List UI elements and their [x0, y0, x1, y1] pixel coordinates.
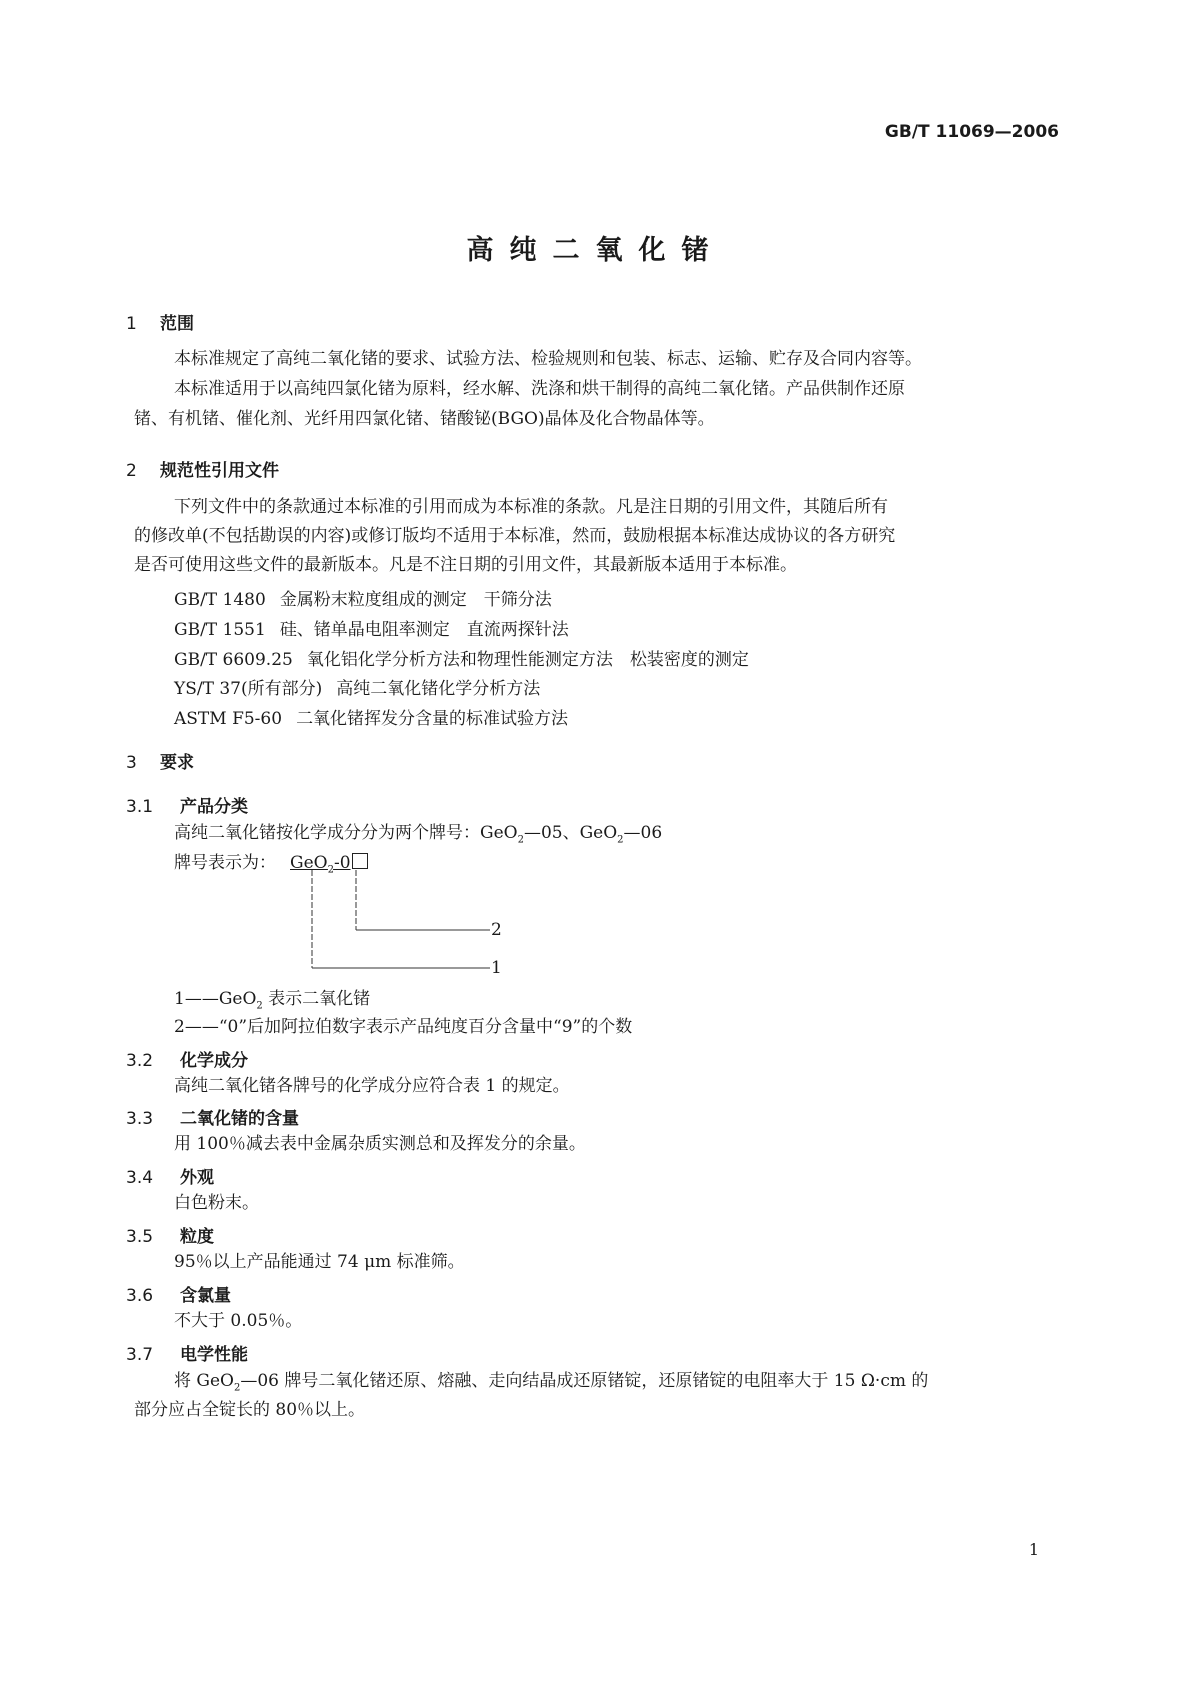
section-2-heading: [126, 456, 279, 481]
reference-code: GB/T 1480: [174, 590, 266, 610]
text-run: GeO: [290, 853, 328, 873]
subscript: 2: [617, 834, 624, 846]
grade-scheme-label: 牌号表示为：: [174, 853, 276, 873]
paragraph-continuation: 锗、有机锗、催化剂、光纤用四氯化锗、锗酸铋(BGO)晶体及化合物晶体等。: [134, 409, 715, 429]
paragraph: 95％以上产品能通过 74 μm 标准筛。: [174, 1252, 465, 1272]
document-title: 高纯二氧化锗: [466, 235, 725, 266]
section-title: 粒度: [180, 1227, 214, 1247]
subscript: 2: [233, 1382, 241, 1394]
section-title: 化学成分: [180, 1051, 248, 1071]
subscript: 2: [517, 834, 524, 846]
text-run: 表示二氧化锗: [262, 989, 371, 1009]
section-title: 外观: [180, 1168, 214, 1188]
text-run: 高纯二氧化锗按化学成分分为两个牌号：GeO: [174, 823, 518, 843]
section-number: 3.7: [126, 1345, 154, 1365]
paragraph: 下列文件中的条款通过本标准的引用而成为本标准的条款。凡是注日期的引用文件，其随后所有: [174, 497, 888, 517]
text-run: —06: [623, 823, 663, 843]
text-run: 将 GeO: [174, 1371, 234, 1391]
paragraph-continuation: 是否可使用这些文件的最新版本。凡是不注日期的引用文件，其最新版本适用于本标准。: [134, 555, 797, 575]
section-title: 二氧化锗的含量: [180, 1109, 299, 1129]
page-number: 1: [1028, 1540, 1039, 1559]
section-title: 电学性能: [180, 1345, 248, 1365]
section-3-heading: [126, 748, 194, 773]
reference-item: [174, 674, 540, 699]
paragraph: 不大于 0.05％。: [174, 1311, 303, 1331]
subscript: 2: [327, 864, 334, 876]
placeholder-box: [352, 853, 368, 869]
paragraph: 本标准规定了高纯二氧化锗的要求、试验方法、检验规则和包装、标志、运输、贮存及合同内容等。: [174, 349, 922, 369]
section-number: 3.3: [126, 1109, 154, 1129]
section-title: 含氯量: [180, 1286, 231, 1306]
subsection-3-2-heading: [126, 1046, 248, 1071]
paragraph: 高纯二氧化锗各牌号的化学成分应符合表 1 的规定。: [174, 1076, 570, 1096]
paragraph: 白色粉末。: [174, 1193, 259, 1213]
subsection-3-1-heading: [126, 792, 248, 817]
subsection-3-5-heading: [126, 1222, 214, 1247]
section-number: 3.2: [126, 1051, 154, 1071]
paragraph-continuation: 的修改单(不包括勘误的内容)或修订版均不适用于本标准，然而，鼓励根据本标准达成协议的各方研究: [134, 526, 896, 546]
section-title: 产品分类: [180, 797, 248, 817]
reference-code: ASTM F5-60: [174, 709, 283, 729]
section-number: 3.1: [126, 797, 154, 817]
scheme-note-2: 2——“0”后加阿拉伯数字表示产品纯度百分含量中“9”的个数: [174, 1017, 633, 1037]
section-number: 3: [126, 753, 137, 773]
grade-scheme-diagram: [300, 868, 520, 978]
reference-title: 氧化铝化学分析方法和物理性能测定方法 松装密度的测定: [306, 650, 749, 670]
paragraph: 用 100％减去表中金属杂质实测总和及挥发分的余量。: [174, 1134, 586, 1154]
text-run: -0: [333, 853, 351, 873]
section-title: 规范性引用文件: [160, 461, 279, 481]
reference-item: [174, 645, 749, 670]
reference-item: [174, 704, 568, 729]
reference-title: 二氧化锗挥发分含量的标准试验方法: [296, 709, 569, 729]
section-1-heading: [126, 309, 194, 334]
reference-code: GB/T 1551: [174, 620, 266, 640]
subsection-3-3-heading: [126, 1104, 299, 1129]
reference-code: YS/T 37(所有部分): [174, 679, 323, 699]
standard-code: GB/T 11069—2006: [884, 122, 1059, 142]
subscript: 2: [256, 1000, 263, 1012]
text-run: —06 牌号二氧化锗还原、熔融、走向结晶成还原锗锭，还原锗锭的电阻率大于 15 Ω·cm 的: [240, 1371, 929, 1391]
text-run: —05、GeO: [523, 823, 618, 843]
section-number: 3.6: [126, 1286, 154, 1306]
section-title: 范围: [160, 314, 194, 334]
callout-1-label: 1: [491, 958, 502, 978]
section-number: 1: [126, 314, 137, 334]
reference-item: [174, 615, 569, 640]
reference-title: 高纯二氧化锗化学分析方法: [336, 679, 541, 699]
section-number: 3.4: [126, 1168, 154, 1188]
callout-2-label: 2: [491, 920, 502, 940]
subsection-3-7-heading: [126, 1340, 248, 1365]
reference-code: GB/T 6609.25: [174, 650, 293, 670]
paragraph: 本标准适用于以高纯四氯化锗为原料，经水解、洗涤和烘干制得的高纯二氧化锗。产品供制作还原: [174, 379, 905, 399]
section-title: 要求: [160, 753, 194, 773]
reference-title: 硅、锗单晶电阻率测定 直流两探针法: [279, 620, 569, 640]
reference-item: [174, 585, 552, 610]
section-number: 2: [126, 461, 137, 481]
paragraph-continuation: 部分应占全锭长的 80％以上。: [134, 1400, 366, 1420]
section-number: 3.5: [126, 1227, 154, 1247]
subsection-3-4-heading: [126, 1163, 214, 1188]
reference-title: 金属粉末粒度组成的测定 干筛分法: [279, 590, 552, 610]
text-run: 1——GeO: [174, 989, 257, 1009]
subsection-3-6-heading: [126, 1281, 231, 1306]
